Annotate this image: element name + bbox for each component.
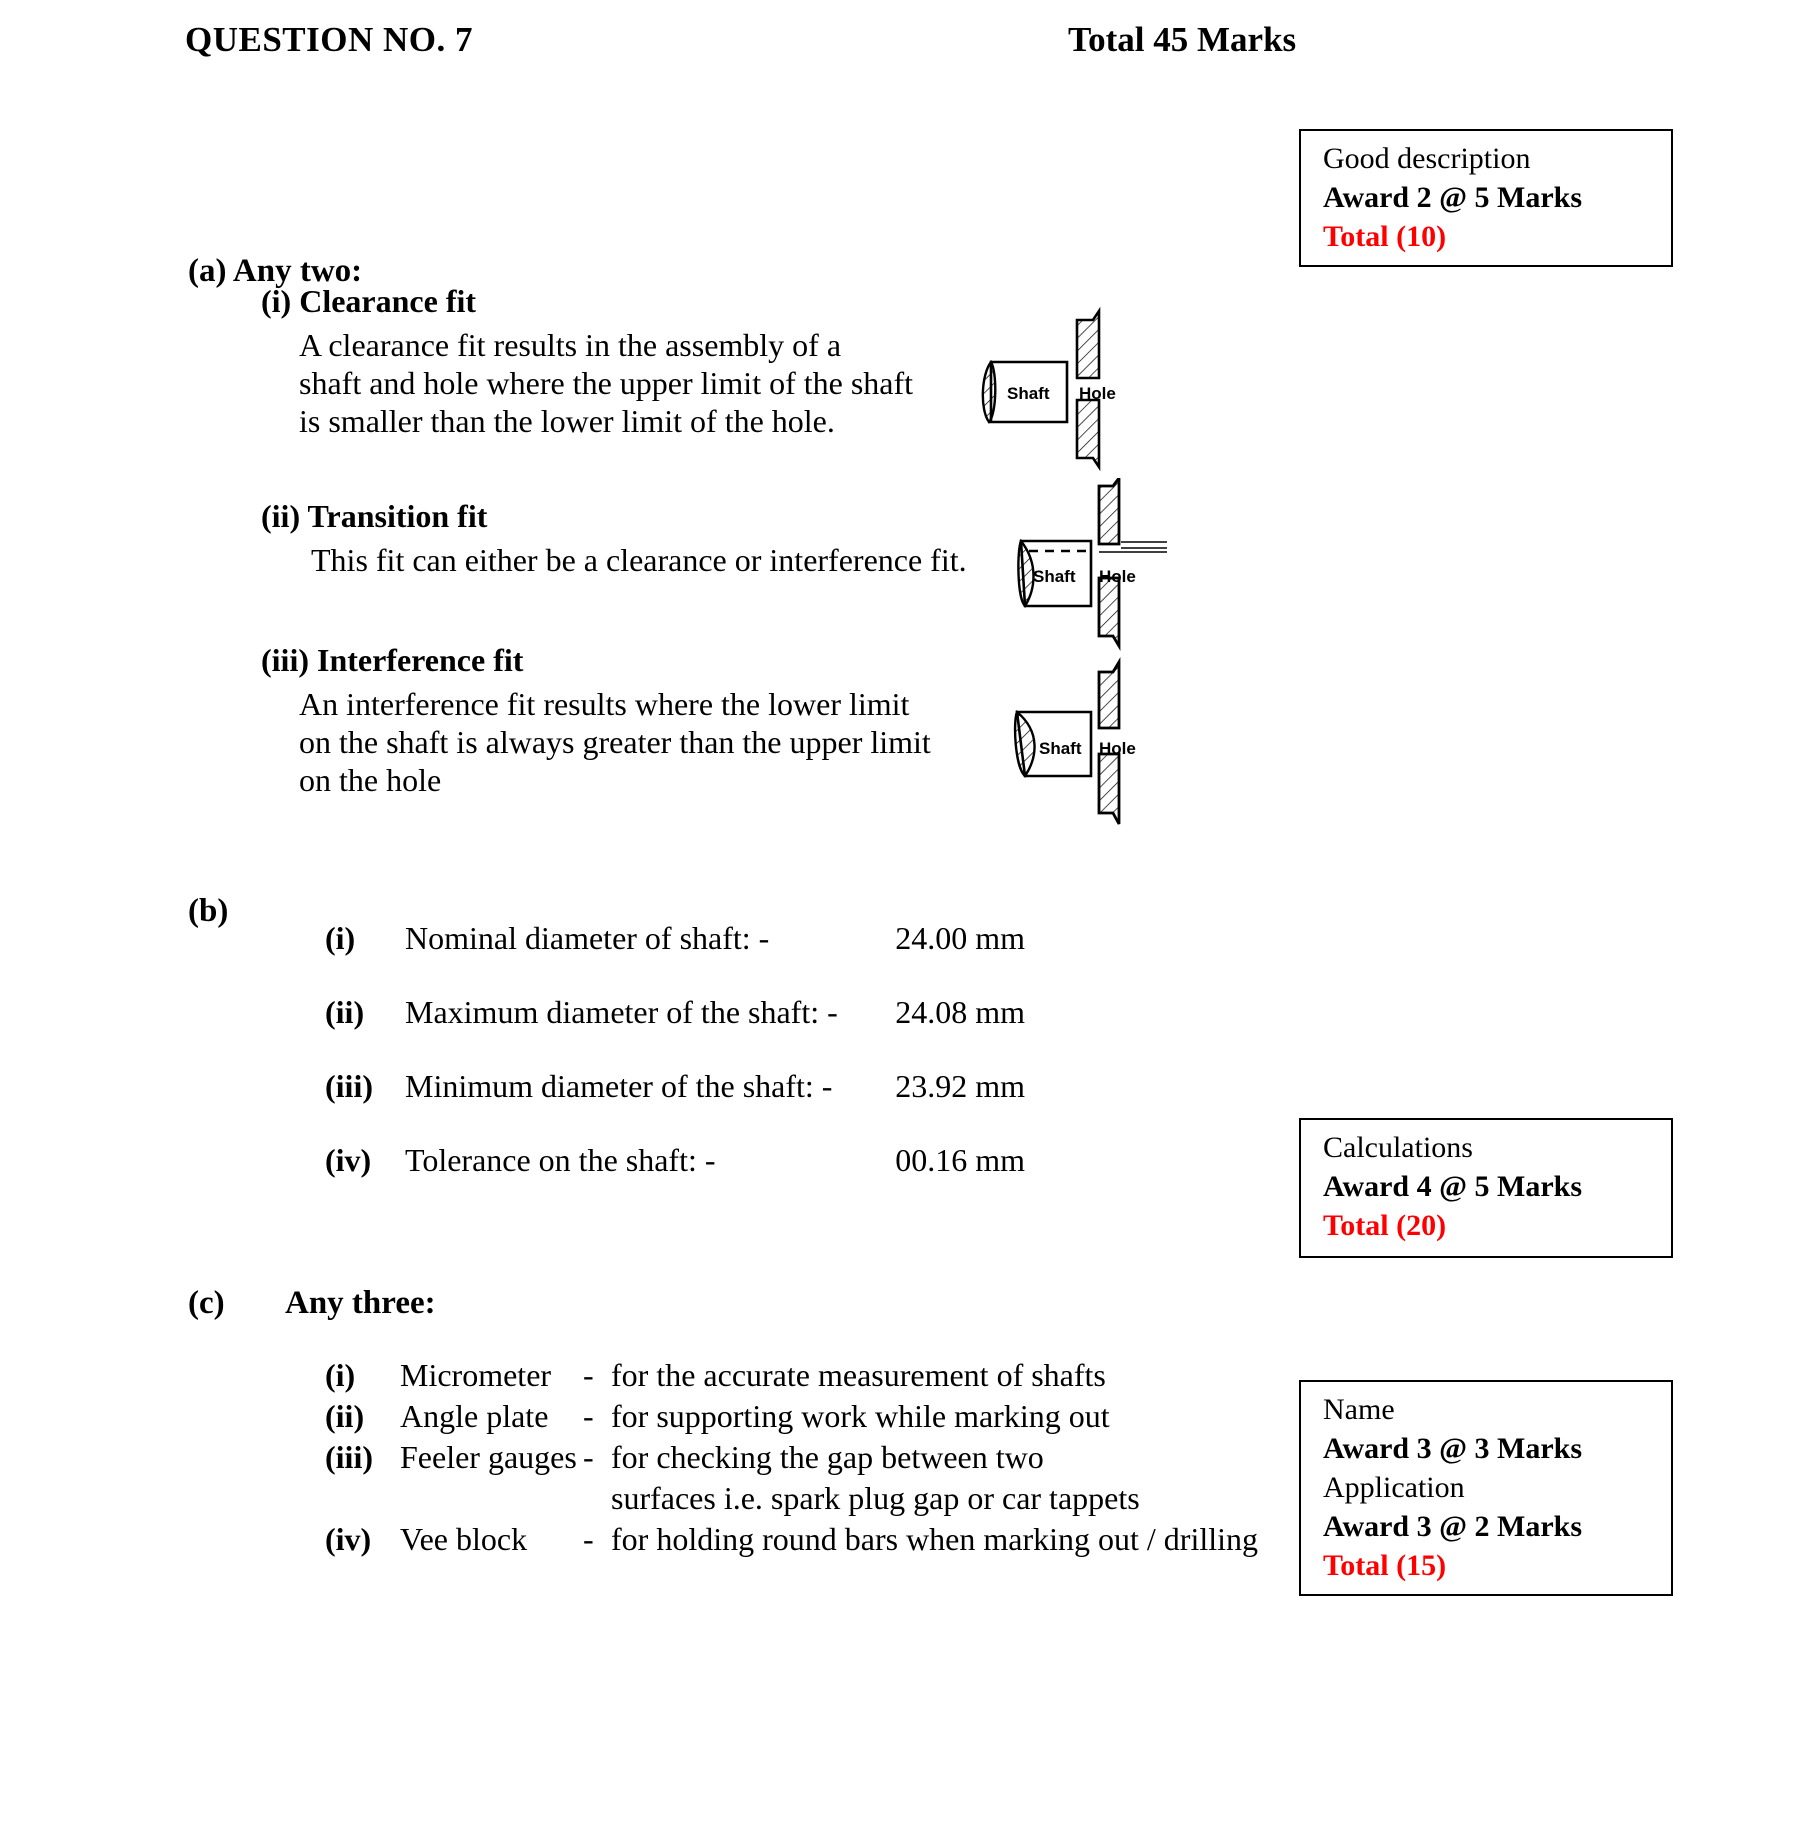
marking-box-b-description: Calculations — [1323, 1131, 1473, 1164]
list-item-value: 24.00 mm — [895, 920, 1025, 956]
transition-fit-diagram — [995, 478, 1215, 668]
list-item-number: (i) — [325, 920, 356, 956]
marking-box-c-name: Name — [1323, 1393, 1395, 1426]
fit-line: on the hole — [299, 762, 442, 798]
list-item-description: Tolerance on the shaft: - — [405, 1142, 716, 1178]
fit-line: shaft and hole where the upper limit of the shaft — [299, 365, 914, 401]
list-item-tool: Feeler gauges — [400, 1439, 577, 1475]
section-b-list — [325, 920, 1025, 1216]
list-item-description: Minimum diameter of the shaft: - — [405, 1068, 833, 1104]
list-item-value: 24.08 mm — [895, 994, 1025, 1030]
list-item — [325, 1355, 1325, 1396]
list-item — [325, 1068, 1025, 1142]
marking-box-a-description: Good description — [1323, 142, 1531, 175]
marking-box-c-application-award: Award 3 @ 2 Marks — [1323, 1510, 1582, 1543]
fit-item-clearance — [261, 283, 1026, 440]
marking-box-a-award: Award 2 @ 5 Marks — [1323, 181, 1582, 214]
total-marks-heading: Total 45 Marks — [1068, 20, 1297, 59]
list-item-value: 00.16 mm — [895, 1142, 1025, 1178]
list-item-use: for the accurate measurement of shafts — [611, 1357, 1106, 1393]
list-item-continuation: surfaces i.e. spark plug gap or car tappets — [611, 1480, 1140, 1516]
list-item-number: (iv) — [325, 1521, 372, 1557]
list-item-use: for checking the gap between two — [611, 1439, 1044, 1475]
list-item — [325, 1396, 1325, 1437]
section-b-label: (b) — [188, 893, 229, 929]
list-item-number: (ii) — [325, 994, 365, 1030]
list-item — [325, 920, 1025, 994]
fit-line: on the shaft is always greater than the upper limit — [299, 724, 931, 760]
list-item — [325, 1519, 1325, 1560]
shaft-label: Shaft — [1007, 384, 1050, 403]
marking-box-c — [1299, 1380, 1673, 1596]
marking-box-a-total: Total (10) — [1323, 220, 1447, 253]
fit-line: An interference fit results where the lower limit — [299, 686, 910, 722]
fit-heading-transition: (ii) Transition fit — [261, 498, 488, 534]
fit-description-interference — [299, 685, 1026, 799]
section-c-instruction: Any three: — [285, 1285, 436, 1321]
shaft-label: Shaft — [1033, 567, 1076, 586]
hole-label: Hole — [1099, 567, 1136, 586]
list-item-value: 23.92 mm — [895, 1068, 1025, 1104]
page-title: QUESTION NO. 7 — [185, 20, 474, 59]
list-item — [325, 1142, 1025, 1216]
list-item-dash: - — [583, 1357, 594, 1393]
fit-line: A clearance fit results in the assembly of a — [299, 327, 842, 363]
fit-line: is smaller than the lower limit of the hole. — [299, 403, 835, 439]
fit-heading-clearance: (i) Clearance fit — [261, 283, 477, 319]
fit-description-transition — [311, 541, 1026, 579]
marking-box-b — [1299, 1118, 1673, 1258]
section-a-label: (a) Any two: — [188, 253, 363, 289]
fit-line: This fit can either be a clearance or interference fit. — [311, 542, 967, 578]
fit-heading-interference: (iii) Interference fit — [261, 642, 524, 678]
list-item-dash: - — [583, 1439, 594, 1475]
list-item-number: (iv) — [325, 1142, 372, 1178]
list-item-tool: Vee block — [400, 1521, 528, 1557]
list-item-use: for holding round bars when marking out / drilling — [611, 1521, 1259, 1557]
section-c-list — [325, 1355, 1325, 1560]
list-item — [325, 994, 1025, 1068]
marking-box-a — [1299, 129, 1673, 267]
list-item-description: Maximum diameter of the shaft: - — [405, 994, 838, 1030]
marking-box-b-award: Award 4 @ 5 Marks — [1323, 1170, 1582, 1203]
list-item-number: (ii) — [325, 1398, 365, 1434]
list-item — [325, 1437, 1325, 1478]
hole-label: Hole — [1099, 739, 1136, 758]
marking-box-c-application: Application — [1323, 1471, 1465, 1504]
list-item-number: (i) — [325, 1357, 356, 1393]
section-c-label: (c) — [188, 1285, 225, 1321]
list-item-number: (iii) — [325, 1439, 373, 1475]
list-item-dash: - — [583, 1398, 594, 1434]
clearance-fit-diagram — [975, 300, 1195, 485]
shaft-label: Shaft — [1039, 739, 1082, 758]
fit-description-clearance — [299, 326, 1026, 440]
fit-item-interference — [261, 642, 1026, 799]
marking-box-c-total: Total (15) — [1323, 1549, 1447, 1582]
list-item-tool: Micrometer — [400, 1357, 552, 1393]
list-item-use: for supporting work while marking out — [611, 1398, 1110, 1434]
list-item-number: (iii) — [325, 1068, 373, 1104]
list-item-tool: Angle plate — [400, 1398, 549, 1434]
list-item-description: Nominal diameter of shaft: - — [405, 920, 770, 956]
hole-label: Hole — [1079, 384, 1116, 403]
marking-box-c-name-award: Award 3 @ 3 Marks — [1323, 1432, 1582, 1465]
interference-fit-diagram — [995, 650, 1215, 845]
list-item-dash: - — [583, 1521, 594, 1557]
marking-box-b-total: Total (20) — [1323, 1209, 1447, 1242]
fit-item-transition — [261, 498, 1026, 579]
